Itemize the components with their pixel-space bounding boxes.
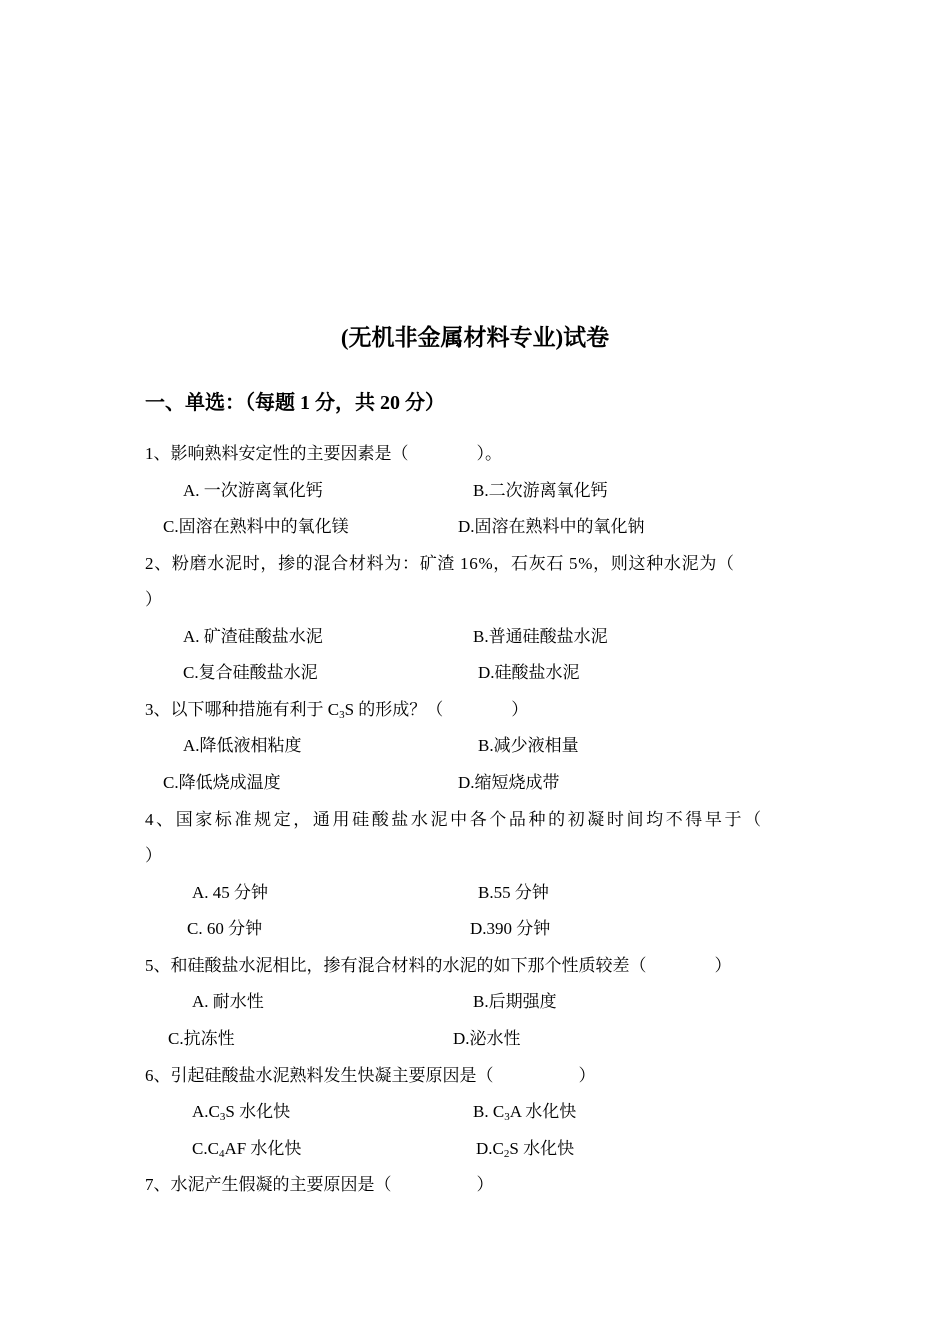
question-7-stem: 7、水泥产生假凝的主要原因是（ ） <box>145 1175 494 1194</box>
question-4-option-b: B.55 分钟 <box>478 883 549 902</box>
question-1-option-b: B.二次游离氧化钙 <box>473 481 608 500</box>
question-5-stem: 5、和硅酸盐水泥相比，掺有混合材料的水泥的如下那个性质较差（ ） <box>145 956 732 975</box>
question-5-option-b: B.后期强度 <box>473 992 557 1011</box>
question-4-stem-continuation: ） <box>145 846 162 865</box>
question-2-option-b: B.普通硅酸盐水泥 <box>473 627 608 646</box>
question-2-stem: 2、粉磨水泥时，掺的混合材料为：矿渣 16%，石灰石 5%，则这种水泥为（ <box>145 554 735 573</box>
question-6-option-a <box>192 1100 290 1124</box>
question-6-option-b-subscript: 3 <box>504 1111 510 1123</box>
question-4-option-d: D.390 分钟 <box>470 919 551 938</box>
question-3-stem-subscript: 3 <box>339 709 345 721</box>
question-3-option-c: C.降低烧成温度 <box>163 773 281 792</box>
question-3-stem-post: S 的形成？（ ） <box>344 700 529 719</box>
question-5-option-a: A. 耐水性 <box>192 992 264 1011</box>
question-1-option-c: C.固溶在熟料中的氧化镁 <box>163 517 349 536</box>
question-3-option-b: B.减少液相量 <box>478 736 579 755</box>
question-6-option-b <box>473 1100 576 1124</box>
exam-title: (无机非金属材料专业)试卷 <box>340 325 610 350</box>
question-5-option-c: C.抗冻性 <box>168 1029 235 1048</box>
question-6-stem: 6、引起硅酸盐水泥熟料发生快凝主要原因是（ ） <box>145 1066 596 1085</box>
question-2-option-c: C.复合硅酸盐水泥 <box>183 663 318 682</box>
question-4-stem: 4、国家标准规定，通用硅酸盐水泥中各个品种的初凝时间均不得早于（ <box>145 810 764 829</box>
question-4-option-a: A. 45 分钟 <box>192 883 269 902</box>
question-6-option-d-pre: D.C <box>476 1139 504 1158</box>
question-3-stem <box>145 698 528 722</box>
question-6-option-c-pre: C.C <box>192 1139 219 1158</box>
question-6-option-d-post: S 水化快 <box>509 1139 575 1158</box>
question-6-option-c-subscript: 4 <box>218 1148 225 1160</box>
section-heading-single-choice: 一、单选：（每题 1 分，共 20 分） <box>145 392 445 414</box>
question-6-option-c-post: AF 水化快 <box>224 1139 302 1158</box>
question-3-option-a: A.降低液相粘度 <box>183 736 302 755</box>
question-1-option-d: D.固溶在熟料中的氧化钠 <box>458 517 645 536</box>
question-2-option-d: D.硅酸盐水泥 <box>478 663 580 682</box>
question-4-option-c: C. 60 分钟 <box>187 919 263 938</box>
question-6-option-a-pre: A.C <box>192 1102 220 1121</box>
question-6-option-d-subscript: 2 <box>503 1148 510 1160</box>
question-2-option-a: A. 矿渣硅酸盐水泥 <box>183 627 323 646</box>
question-5-option-d: D.泌水性 <box>453 1029 521 1048</box>
question-6-option-c <box>192 1137 301 1161</box>
question-1-stem: 1、影响熟料安定性的主要因素是（ ）。 <box>145 444 502 463</box>
question-6-option-a-post: S 水化快 <box>225 1102 291 1121</box>
question-3-stem-pre: 3、以下哪种措施有利于 C <box>145 700 340 719</box>
question-3-option-d: D.缩短烧成带 <box>458 773 560 792</box>
question-1-option-a: A. 一次游离氧化钙 <box>183 481 323 500</box>
question-6-option-b-post: A 水化快 <box>509 1102 577 1121</box>
question-6-option-b-pre: B. C <box>473 1102 505 1121</box>
question-2-stem-continuation: ） <box>145 590 162 609</box>
question-6-option-d <box>476 1137 574 1161</box>
question-6-option-a-subscript: 3 <box>219 1111 226 1123</box>
